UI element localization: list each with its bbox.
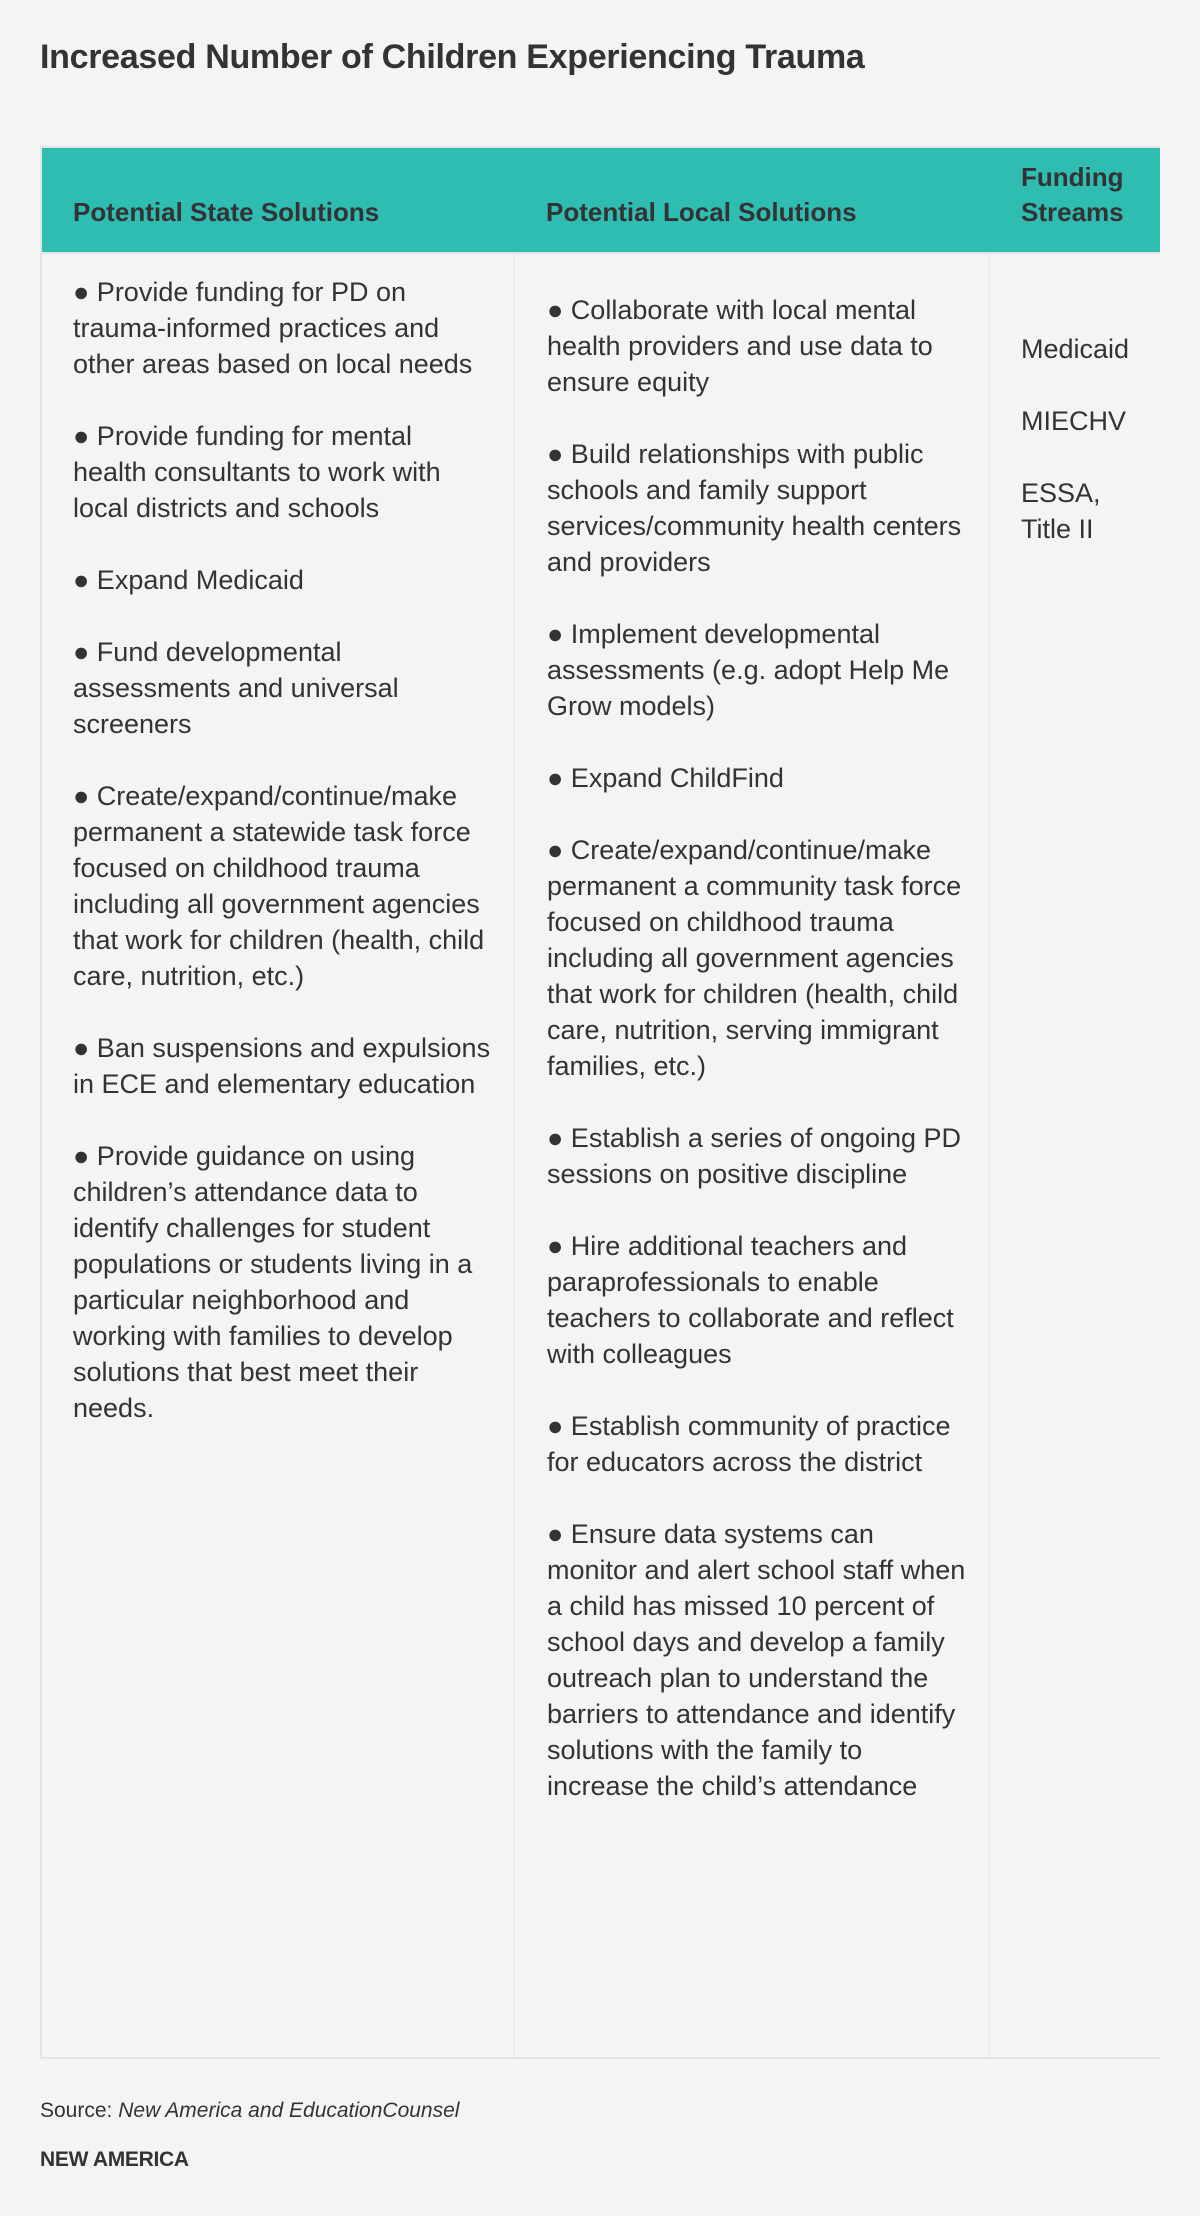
list-item: ● Establish community of practice for educators across the district	[547, 1411, 951, 1477]
list-item: ● Establish a series of ongoing PD sessions on positive discipline	[547, 1123, 962, 1189]
list-item: ● Collaborate with local mental health providers and use data to ensure equity	[547, 295, 933, 397]
table-header	[42, 148, 1160, 254]
source-text: New America and EducationCounsel	[118, 2099, 460, 2122]
list-item: ● Provide funding for mental health consultants to work with local districts and schools	[73, 421, 441, 523]
list-item: ● Hire additional teachers and paraprofessionals to enable teachers to collaborate and reflect with colleagues	[547, 1231, 954, 1369]
header-funding-streams: Funding Streams	[1021, 162, 1124, 227]
funding-streams-column	[990, 254, 1160, 2057]
source-label: Source:	[40, 2099, 113, 2122]
list-item: ● Create/expand/continue/make permanent a statewide task force focused on childhood trauma including all government agencies that work for children (health, child care, nutrition, etc.)	[73, 781, 485, 991]
brand-logo: NEW AMERICA	[40, 2148, 189, 2171]
funding-streams-list	[990, 254, 1160, 547]
list-item: ● Build relationships with public schools and family support services/community health centers and providers	[547, 439, 962, 577]
list-item: ● Expand ChildFind	[547, 763, 784, 793]
list-item: ● Provide guidance on using children’s attendance data to identify challenges for student populations or students living in a particular neighborhood and working with families to develop solutions that best meet their needs.	[73, 1141, 473, 1423]
list-item: ● Implement developmental assessments (e.g. adopt Help Me Grow models)	[547, 619, 950, 721]
source-note	[40, 2099, 459, 2123]
list-item: ● Fund developmental assessments and universal screeners	[73, 637, 399, 739]
list-item: ● Expand Medicaid	[73, 565, 304, 595]
list-item: ● Ban suspensions and expulsions in ECE and elementary education	[73, 1033, 491, 1099]
state-solutions-column	[42, 254, 515, 2057]
funding-stream: MIECHV	[1021, 406, 1127, 436]
local-solutions-list	[515, 254, 988, 1804]
state-solutions-list	[42, 254, 513, 1426]
funding-stream: Medicaid	[1021, 334, 1130, 364]
local-solutions-column	[515, 254, 990, 2057]
solutions-table	[40, 146, 1160, 2059]
header-local-solutions: Potential Local Solutions	[546, 197, 857, 227]
funding-stream: ESSA, Title II	[1021, 478, 1101, 544]
list-item: ● Ensure data systems can monitor and alert school staff when a child has missed 10 percent of school days and develop a family outreach plan to understand the barriers to attendance and identify solutions with the family to increase the child’s attendance	[547, 1519, 966, 1801]
list-item: ● Create/expand/continue/make permanent a community task force focused on childhood trauma including all government agencies that work for children (health, child care, nutrition, serving immigrant families, etc.)	[547, 835, 962, 1081]
header-state-solutions: Potential State Solutions	[73, 197, 380, 227]
list-item: ● Provide funding for PD on trauma-informed practices and other areas based on local needs	[73, 277, 473, 379]
page-title: Increased Number of Children Experiencing Trauma	[40, 38, 865, 76]
